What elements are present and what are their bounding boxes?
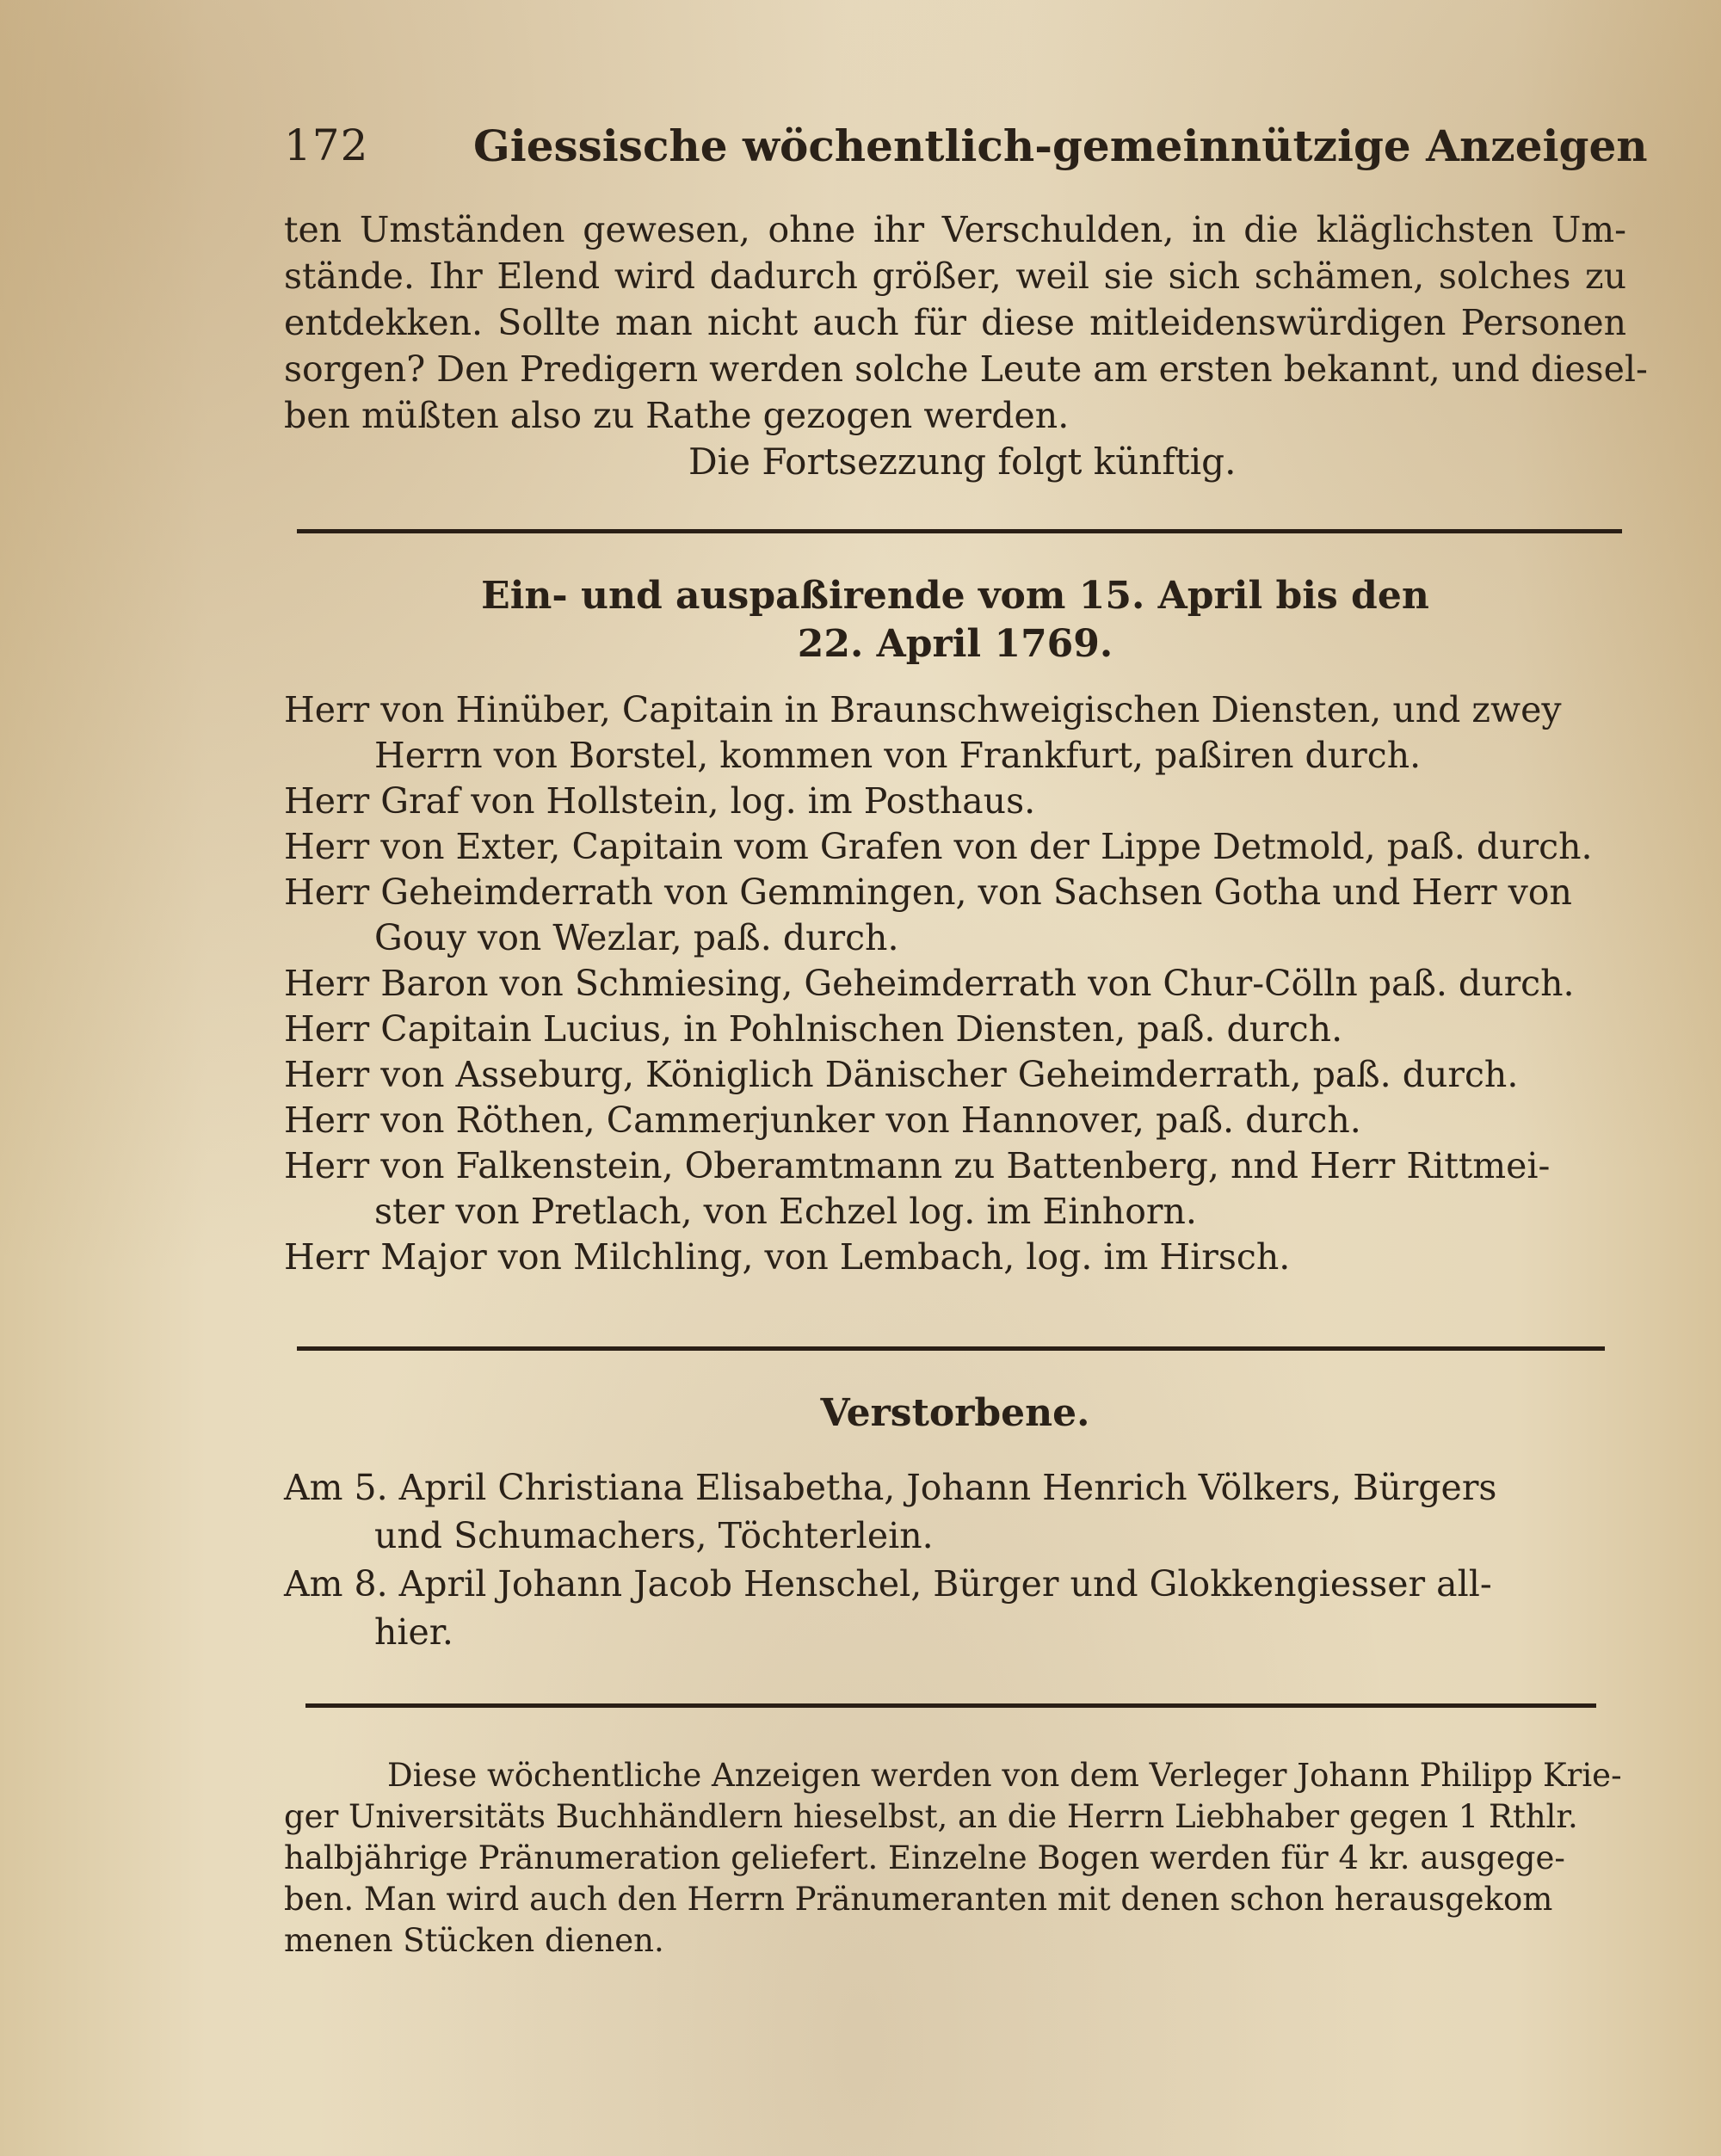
- text-line: ten Umständen gewesen, ohne ihr Verschulden, in die kläglichsten Um-: [284, 209, 1626, 250]
- travellers-section: [284, 572, 1626, 1280]
- note-line: menen Stücken dienen.: [284, 1922, 664, 1959]
- list-item: [284, 779, 1626, 824]
- entry-continuation: hier.: [374, 1611, 453, 1653]
- entry-text: Herr Major von Milchling, von Lembach, log. im Hirsch.: [284, 1236, 1291, 1278]
- entry-text: Herr Geheimderrath von Gemmingen, von Sachsen Gotha und Herr von: [284, 872, 1572, 913]
- entry-text: Herr von Falkenstein, Oberamtmann zu Battenberg, nnd Herr Rittmei-: [284, 1145, 1551, 1186]
- note-line: ger Universitäts Buchhändlern hieselbst, an die Herrn Liebhaber gegen 1 Rthlr.: [284, 1798, 1578, 1835]
- entry-text: Am 8. April Johann Jacob Henschel, Bürger und Glokkengiesser all-: [284, 1563, 1492, 1605]
- entry-continuation: Gouy von Wezlar, paß. durch.: [374, 917, 899, 958]
- list-item: [284, 1052, 1626, 1098]
- continued-note: Die Fortsezzung folgt künftig.: [688, 440, 1237, 483]
- travellers-list: [284, 687, 1626, 1280]
- section-divider: [297, 529, 1622, 533]
- text-line: entdekken. Sollte man nicht auch für diese mitleidenswürdigen Personen: [284, 302, 1626, 343]
- list-item: [284, 961, 1626, 1007]
- list-item: [284, 870, 1626, 961]
- page-header: [284, 120, 1648, 181]
- running-title: Giessische wöchentlich-gemeinnützige Anzeigen: [473, 120, 1648, 171]
- note-line: Diese wöchentliche Anzeigen werden von dem Verleger Johann Philipp Krie-: [387, 1757, 1622, 1794]
- note-line: halbjährige Pränumeration geliefert. Einzelne Bogen werden für 4 kr. ausgege-: [284, 1839, 1565, 1876]
- deaths-list: [284, 1463, 1626, 1656]
- travellers-title-line: 22. April 1769.: [797, 622, 1113, 666]
- list-item: [284, 687, 1626, 779]
- deaths-section: [284, 1389, 1626, 1656]
- entry-text: Herr von Hinüber, Capitain in Braunschweigischen Diensten, und zwey: [284, 689, 1562, 730]
- deaths-title: Verstorbene.: [820, 1391, 1090, 1435]
- entry-text: Herr von Asseburg, Königlich Dänischer Geheimderrath, paß. durch.: [284, 1054, 1519, 1095]
- list-item: [284, 1098, 1626, 1143]
- entry-continuation: und Schumachers, Töchterlein.: [374, 1515, 934, 1556]
- travellers-title-line: Ein- und auspaßirende vom 15. April bis den: [481, 574, 1429, 618]
- entry-text: Herr Graf von Hollstein, log. im Posthaus.: [284, 780, 1036, 822]
- entry-text: Herr von Röthen, Cammerjunker von Hannover, paß. durch.: [284, 1100, 1361, 1141]
- list-item: [284, 1235, 1626, 1280]
- list-item: [284, 824, 1626, 870]
- note-line: ben. Man wird auch den Herrn Pränumeranten mit denen schon herausgekom: [284, 1881, 1553, 1918]
- list-item: [284, 1143, 1626, 1235]
- publisher-note: [284, 1755, 1626, 1962]
- entry-continuation: ster von Pretlach, von Echzel log. im Einhorn.: [374, 1191, 1197, 1232]
- travellers-title: [284, 572, 1626, 668]
- list-item: [284, 1007, 1626, 1052]
- section-divider: [305, 1703, 1596, 1708]
- text-line: ben müßten also zu Rathe gezogen werden.: [284, 395, 1070, 436]
- text-line: stände. Ihr Elend wird dadurch größer, weil sie sich schämen, solches zu: [284, 256, 1626, 297]
- entry-text: Herr Baron von Schmiesing, Geheimderrath von Chur-Cölln paß. durch.: [284, 963, 1575, 1004]
- page-number: 172: [284, 120, 369, 170]
- entry-text: Herr von Exter, Capitain vom Grafen von der Lippe Detmold, paß. durch.: [284, 826, 1593, 867]
- entry-text: Herr Capitain Lucius, in Pohlnischen Diensten, paß. durch.: [284, 1008, 1343, 1050]
- section-divider: [297, 1346, 1605, 1351]
- text-line: sorgen? Den Predigern werden solche Leute am ersten bekannt, und diesel-: [284, 348, 1648, 390]
- continuation-paragraph: [284, 206, 1648, 485]
- entry-text: Am 5. April Christiana Elisabetha, Johann Henrich Völkers, Bürgers: [284, 1467, 1497, 1508]
- list-item: [284, 1463, 1626, 1560]
- list-item: [284, 1560, 1626, 1656]
- entry-continuation: Herrn von Borstel, kommen von Frankfurt, paßiren durch.: [374, 735, 1422, 776]
